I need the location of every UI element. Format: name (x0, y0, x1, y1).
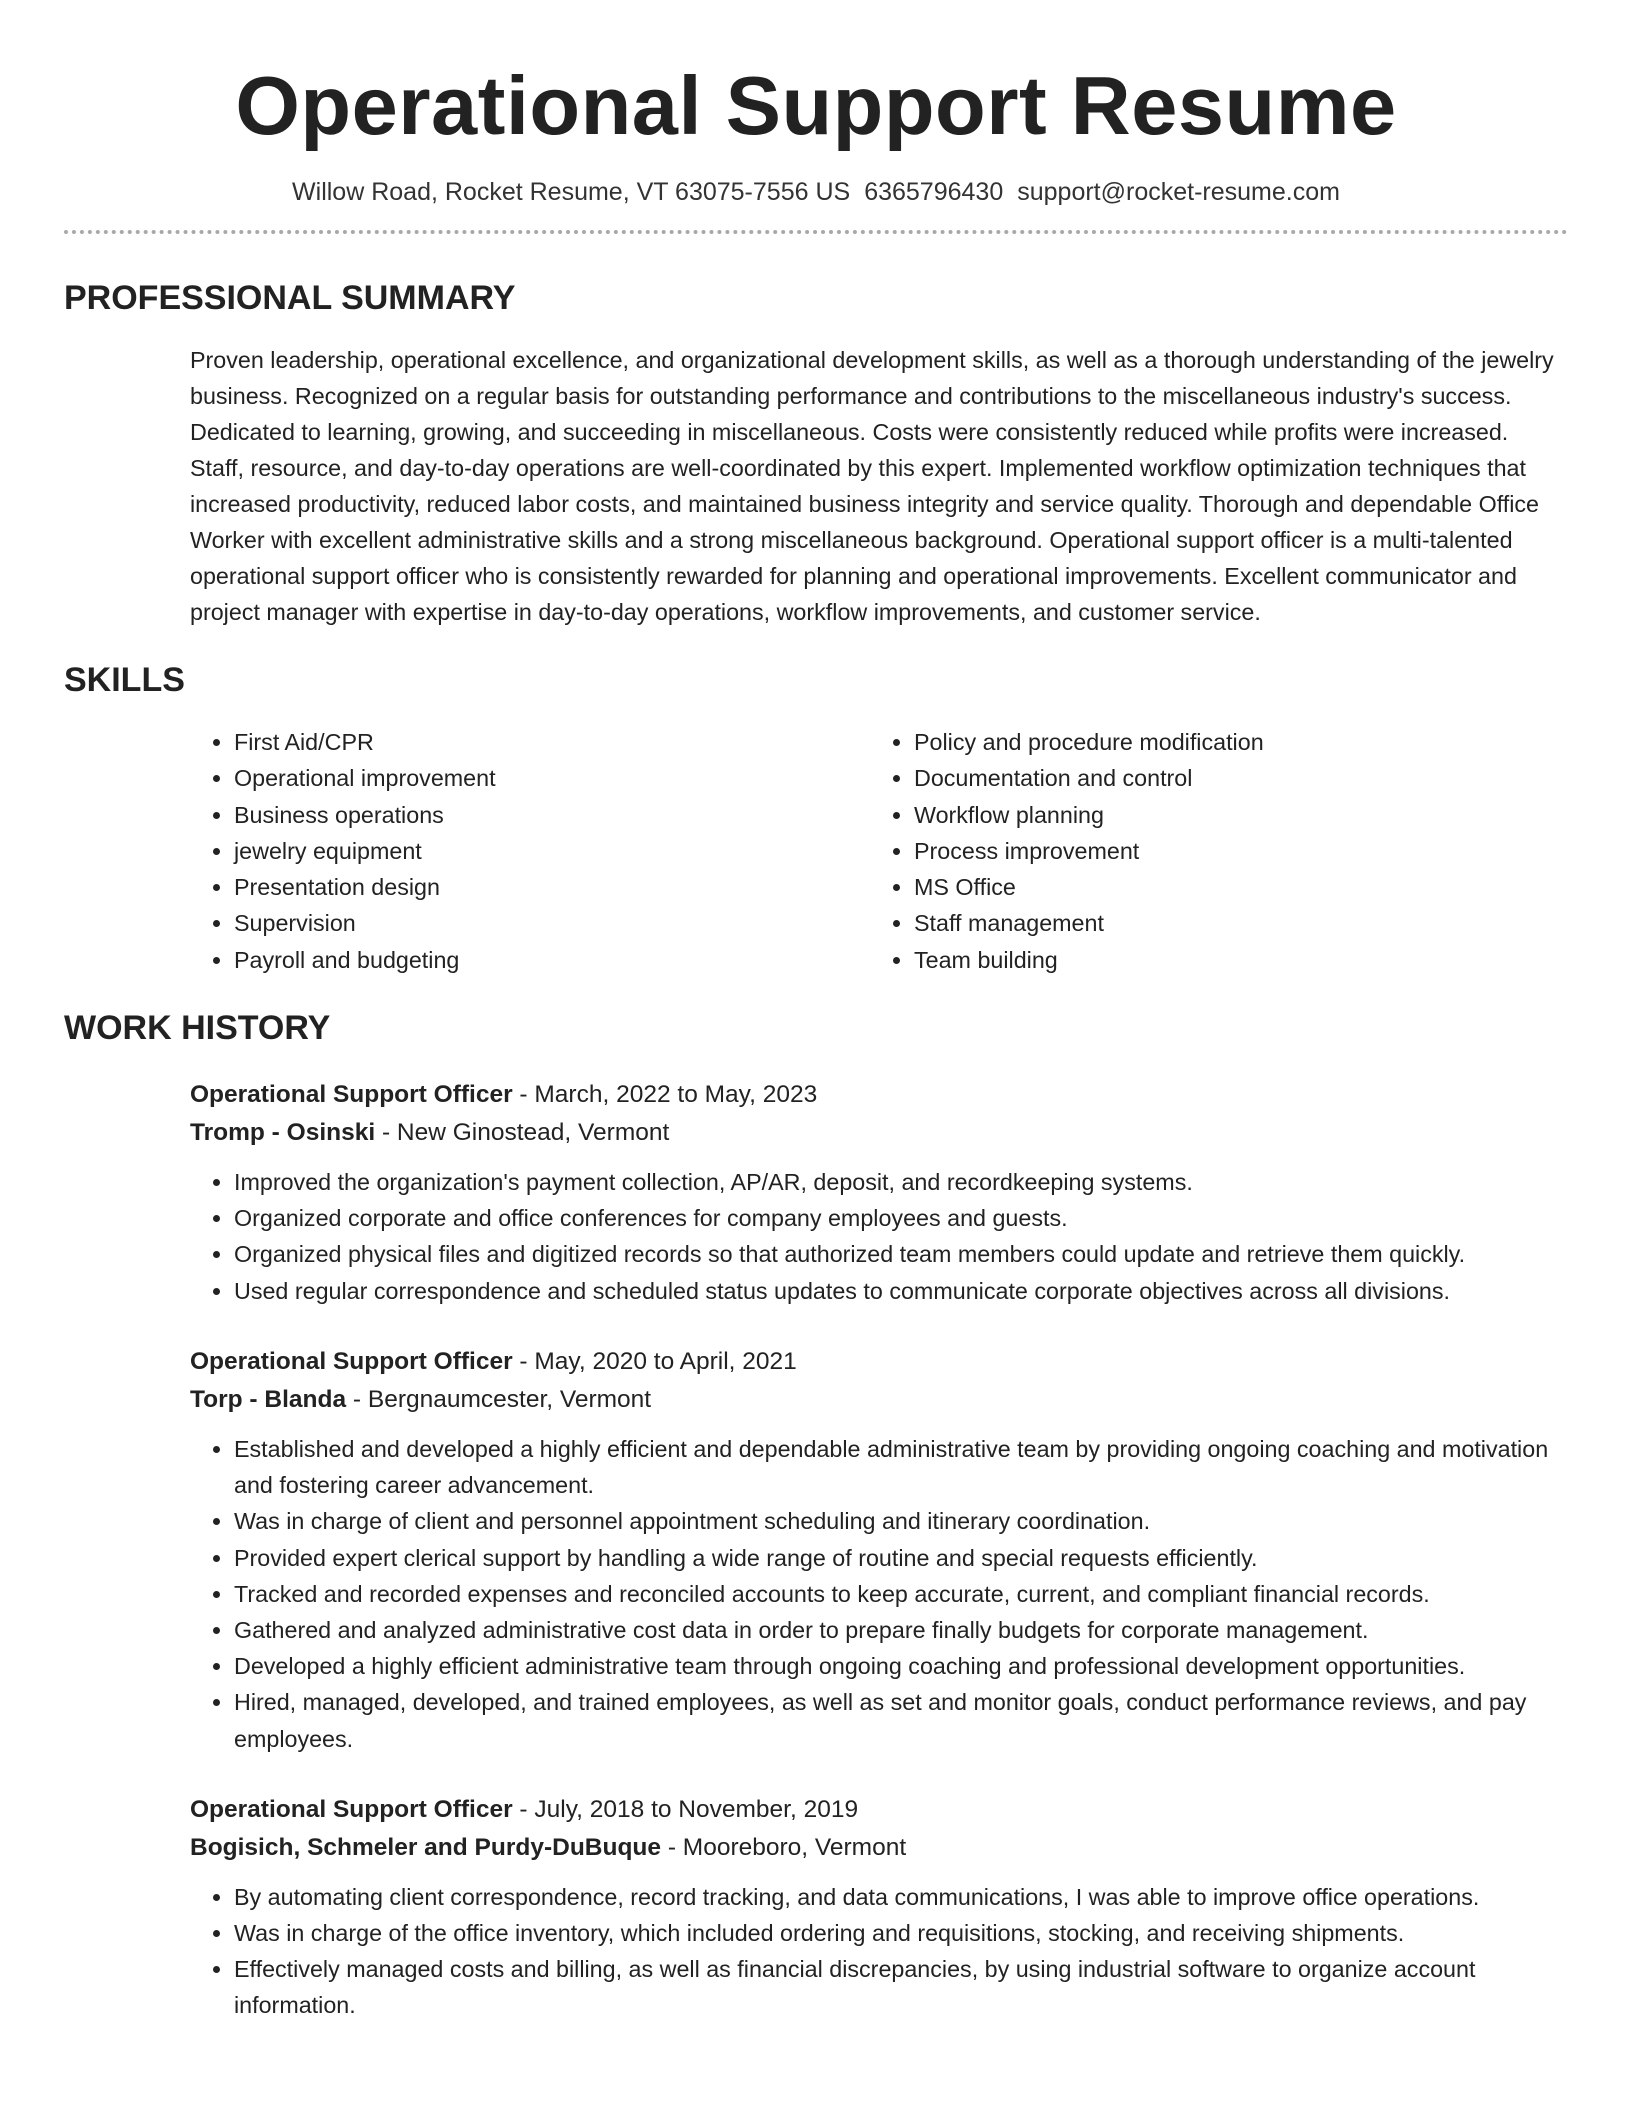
skill-item: • First Aid/CPR (234, 724, 870, 760)
job-bullet: • Developed a highly efficient administrative team through ongoing coaching and professional development opportunities. (234, 1648, 1568, 1684)
summary-heading: PROFESSIONAL SUMMARY (64, 279, 516, 317)
contact-line (64, 176, 1568, 208)
job-entry (190, 1791, 1568, 2024)
skill-item: • MS Office (914, 869, 1550, 905)
job-bullet: • Provided expert clerical support by handling a wide range of routine and special requests efficiently. (234, 1540, 1568, 1576)
skill-item: • Operational improvement (234, 760, 870, 796)
contact-address: Willow Road, Rocket Resume, VT 63075-7556 US (292, 178, 851, 206)
skill-item: • Team building (914, 942, 1550, 978)
skills-heading: SKILLS (64, 661, 185, 699)
contact-email: support@rocket-resume.com (1017, 178, 1340, 206)
job-company-line (190, 1381, 1568, 1419)
job-entry (190, 1343, 1568, 1757)
job-bullet: • Tracked and recorded expenses and reconciled accounts to keep accurate, current, and compliant financial records. (234, 1576, 1568, 1612)
job-role-line (190, 1791, 1568, 1829)
job-company-line (190, 1114, 1568, 1152)
skills-column-right (870, 724, 1550, 978)
job-role: Operational Support Officer (190, 1795, 513, 1823)
job-bullet: • Effectively managed costs and billing, as well as financial discrepancies, by using industrial software to organize account information. (234, 1951, 1568, 2023)
job-bullet: • Hired, managed, developed, and trained employees, as well as set and monitor goals, conduct performance reviews, and pay employees. (234, 1684, 1568, 1756)
skill-item: • jewelry equipment (234, 833, 870, 869)
job-bullet: • By automating client correspondence, record tracking, and data communications, I was able to improve office operations. (234, 1879, 1568, 1915)
job-entry (190, 1076, 1568, 1309)
job-bullet: • Was in charge of the office inventory, which included ordering and requisitions, stocking, and receiving shipments. (234, 1915, 1568, 1951)
summary-text: Proven leadership, operational excellence, and organizational development skills, as well as a thorough understanding of the jewelry business. Recognized on a regular basis for outstanding performance and contributions to the miscellaneous industry's success. Dedicated to learning, growing, and succeeding in miscellaneous. Costs were consistently reduced while profits were increased. Staff, resource, and day-to-day operations are well-coordinated by this expert. Implemented workflow optimization techniques that increased productivity, reduced labor costs, and maintained business integrity and service quality. Thorough and dependable Office Worker with excellent administrative skills and a strong miscellaneous background. Operational support officer is a multi-talented operational support officer who is consistently rewarded for planning and operational improvements. Excellent communicator and project manager with expertise in day-to-day operations, workflow improvements, and customer service. (190, 347, 1554, 625)
skill-item: • Process improvement (914, 833, 1550, 869)
job-company: Bogisich, Schmeler and Purdy-DuBuque (190, 1833, 662, 1861)
skill-item: • Presentation design (234, 869, 870, 905)
job-dates: - May, 2020 to April, 2021 (512, 1347, 797, 1375)
job-bullet: • Organized corporate and office conferences for company employees and guests. (234, 1200, 1568, 1236)
skill-item: • Workflow planning (914, 797, 1550, 833)
skills-list (190, 724, 1568, 978)
job-bullets (190, 1431, 1568, 1757)
skill-item: • Payroll and budgeting (234, 942, 870, 978)
job-bullets (190, 1879, 1568, 2024)
job-location: - New Ginostead, Vermont (375, 1119, 670, 1147)
job-company: Tromp - Osinski (190, 1119, 376, 1147)
job-company-line (190, 1829, 1568, 1867)
job-location: - Mooreboro, Vermont (661, 1833, 907, 1861)
resume-title: Operational Support Resume (235, 59, 1397, 152)
skill-item: • Documentation and control (914, 760, 1550, 796)
job-role-line (190, 1343, 1568, 1381)
job-bullet: • Established and developed a highly efficient and dependable administrative team by providing ongoing coaching and motivation and fostering career advancement. (234, 1431, 1568, 1503)
contact-phone: 6365796430 (864, 178, 1004, 206)
skills-column-left (190, 724, 870, 978)
job-role: Operational Support Officer (190, 1347, 513, 1375)
job-bullet: • Was in charge of client and personnel appointment scheduling and itinerary coordination. (234, 1503, 1568, 1539)
job-location: - Bergnaumcester, Vermont (346, 1385, 652, 1413)
job-bullet: • Gathered and analyzed administrative cost data in order to prepare finally budgets for corporate management. (234, 1612, 1568, 1648)
job-bullet: • Used regular correspondence and scheduled status updates to communicate corporate objectives across all divisions. (234, 1273, 1568, 1309)
job-dates: - July, 2018 to November, 2019 (512, 1795, 859, 1823)
skill-item: • Supervision (234, 905, 870, 941)
skill-item: • Staff management (914, 905, 1550, 941)
job-dates: - March, 2022 to May, 2023 (512, 1081, 818, 1109)
job-role: Operational Support Officer (190, 1081, 513, 1109)
job-bullet: • Improved the organization's payment collection, AP/AR, deposit, and recordkeeping systems. (234, 1164, 1568, 1200)
job-bullets (190, 1164, 1568, 1309)
job-role-line (190, 1076, 1568, 1114)
job-company: Torp - Blanda (190, 1385, 347, 1413)
header-divider (64, 230, 1568, 234)
skill-item: • Business operations (234, 797, 870, 833)
job-bullet: • Organized physical files and digitized records so that authorized team members could update and retrieve them quickly. (234, 1236, 1568, 1272)
resume-page (64, 0, 1568, 2024)
skill-item: • Policy and procedure modification (914, 724, 1550, 760)
work-history-heading: WORK HISTORY (64, 1009, 331, 1048)
